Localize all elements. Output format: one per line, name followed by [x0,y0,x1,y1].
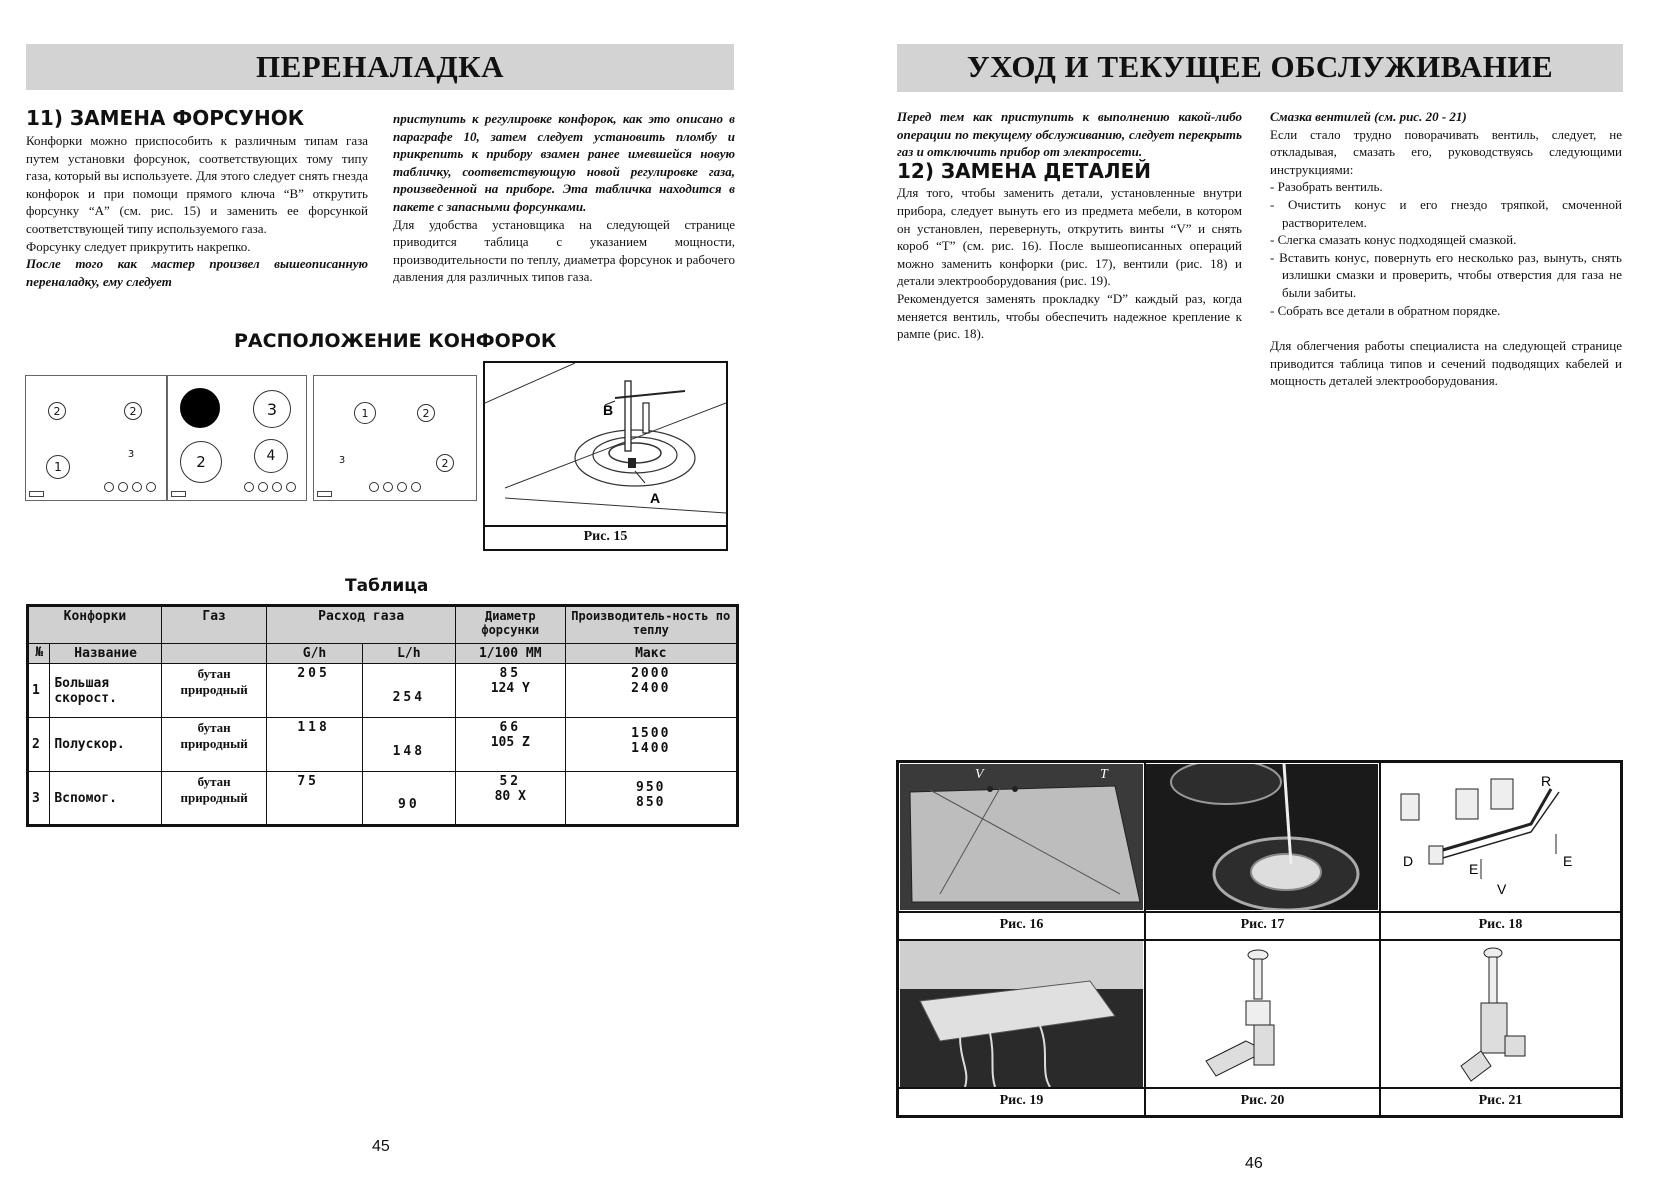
th-gas: Газ [161,606,266,644]
left-col2-italic: приступить к регулировке конфорок, как это описано в параграфе 10, затем следует установить пломбу и прикрепить к прибору взамен ранее имевшейся новую табличку, соответствующую новой регулировке газа, произведенной на приборе. Эта табличка находится в пакете с запасными форсунками. [393,111,735,214]
fig21-drawing [1381,941,1616,1087]
fig20-drawing [1146,941,1378,1087]
burner-3d: 2 [436,454,454,472]
right-para1: Для того, чтобы заменить детали, установленные внутри прибора, следует вынуть его из предмета мебели, в котором он установлен, перевернуть, открутить винты “V” и снять короб “T” (см. рис. 16). После вышеописанных операций можно заменить конфорки (рис. 17), вентили (рис. 18) и детали электрооборудования (рис. 19). [897,185,1242,289]
row1-gas2: природный [180,682,248,697]
th-max: Макс [565,644,737,664]
injector-table [26,604,739,827]
fig19-photo [900,941,1143,1087]
row1-p1: 2000 [631,666,671,681]
knob-row-2 [244,482,296,492]
indicator-3 [317,491,332,497]
row2-gas1: бутан [197,720,231,735]
right-banner: УХОД И ТЕКУЩЕЕ ОБСЛУЖИВАНИЕ [897,44,1623,92]
lube-step-3: - Слегка смазать конус подходящей смазкой. [1270,231,1622,249]
left-col1-para2: Форсунку следует прикрутить накрепко. [26,238,251,254]
row2-no: 2 [28,718,50,772]
table-row [28,718,738,772]
th-diameter: Диаметр форсунки [456,606,566,644]
lube-step-1: - Разобрать вентиль. [1270,178,1622,196]
th-gh: G/h [267,644,362,664]
fig16-label-v: V [975,767,984,782]
fig18-label-r: R [1541,773,1552,789]
figure-15 [483,361,728,551]
burner-2d: 4 [254,439,288,473]
burner-3a: 1 [354,402,376,424]
fig18-label-e2: E [1563,853,1573,869]
row2-lh: 148 [362,718,455,772]
th-performance: Производитель-ность по теплу [565,606,737,644]
lube-step-5: - Собрать все детали в обратном порядке. [1270,302,1622,320]
right-col2 [1270,108,1622,390]
row1-d2: 124 Y [490,681,530,696]
fig21-caption: Рис. 21 [1478,1093,1523,1108]
row2-d1: 66 [499,720,522,735]
row1-name: Большая скорост. [50,664,162,718]
fig15-caption: Рис. 15 [583,529,628,544]
left-col2 [393,110,735,286]
left-col2-para: Для удобства установщика на следующей странице приводится таблица с указанием мощности, производительности по теплу, диаметра форсунок и рабочего давления для различных типов газа. [393,216,735,285]
hob-layout-2 [167,375,307,501]
fig18-caption: Рис. 18 [1478,917,1523,932]
lube-step-4: - Вставить конус, повернуть его несколько раз, вынуть, снять излишки смазки и проверить, чтобы отверстия для газа не были забиты. [1270,249,1622,302]
right-col1 [897,108,1242,343]
right-page-number: 46 [1245,1155,1263,1172]
row1-gas1: бутан [197,666,231,681]
knob-row-3 [369,482,421,492]
indicator-2 [171,491,186,497]
row3-p2: 850 [636,795,666,810]
th-burners: Конфорки [28,606,162,644]
burner-1c: 1 [46,455,70,479]
th-mm: 1/100 ММ [456,644,566,664]
fig15-label-b: B [603,402,614,418]
row2-p2: 1400 [631,741,671,756]
burner-3c: 3 [336,454,348,466]
fig18-label-d: D [1403,853,1414,869]
th-gas-empty [161,644,266,664]
row1-no: 1 [28,664,50,718]
burner-2a [180,388,220,428]
fig17-photo [1146,764,1378,910]
fig19-caption: Рис. 19 [999,1093,1044,1108]
burner-layout-heading: РАСПОЛОЖЕНИЕ КОНФОРОК [234,330,557,352]
row2-p1: 1500 [631,726,671,741]
right-para2: Рекомендуется заменять прокладку “D” каждый раз, когда меняется вентиль, чтобы обеспечить надежное крепление к рампе (рис. 18). [897,290,1242,342]
burner-1d: 3 [125,448,137,460]
figure-grid [896,760,1623,1118]
fig18-label-v: V [1497,881,1507,897]
burner-2c: 2 [180,441,222,483]
table-title: Таблица [345,576,429,596]
left-section-title: 11) ЗАМЕНА ФОРСУНОК [26,106,305,130]
row3-gh: 75 [267,772,362,826]
fig18-label-e1: E [1469,861,1479,877]
row1-p2: 2400 [631,681,671,696]
burner-1b: 2 [124,402,142,420]
th-no: № [28,644,50,664]
row2-gh: 118 [267,718,362,772]
row2-name: Полускор. [50,718,162,772]
row3-lh: 90 [362,772,455,826]
row3-gas2: природный [180,790,248,805]
row3-no: 3 [28,772,50,826]
lube-intro: Если стало трудно поворачивать вентиль, следует, не откладывая, смазать его, руководствуясь следующими инструкциями: [1270,126,1622,177]
row1-d1: 85 [499,666,522,681]
right-section-title: 12) ЗАМЕНА ДЕТАЛЕЙ [897,158,1151,183]
table-row [28,772,738,826]
left-col1 [26,132,368,290]
right-warning: Перед тем как приступить к выполнению какой-либо операции по текущему обслуживанию, следует перекрыть газ и отключить прибор от электросети. [897,109,1242,160]
row3-name: Вспомог. [50,772,162,826]
burner-3b: 2 [417,404,435,422]
hob-layout-1 [25,375,167,501]
th-flow: Расход газа [267,606,456,644]
row3-d1: 52 [499,774,522,789]
injector-wrench-illustration [485,363,726,525]
burner-2b: 3 [253,390,291,428]
lube-step-2: - Очистить конус и его гнездо тряпкой, смоченной растворителем. [1270,196,1622,231]
hob-layout-3 [313,375,477,501]
lube-title: Смазка вентилей (см. рис. 20 - 21) [1270,109,1467,124]
row3-gas1: бутан [197,774,231,789]
burner-1a: 2 [48,402,66,420]
fig15-label-a: A [650,490,661,506]
lube-steps [1270,178,1622,319]
left-page-number: 45 [372,1138,390,1155]
row2-d2: 105 Z [490,735,530,750]
indicator-1 [29,491,44,497]
left-banner: ПЕРЕНАЛАДКА [26,44,734,90]
th-lh: L/h [362,644,455,664]
lube-note: Для облегчения работы специалиста на следующей странице приводится таблица типов и сечений подводящих кабелей и мощность деталей электрооборудования. [1270,338,1622,389]
fig20-caption: Рис. 20 [1240,1093,1285,1108]
row1-lh: 254 [362,664,455,718]
fig18-drawing [1381,764,1616,910]
row1-gh: 205 [267,664,362,718]
left-col1-italic: После того как мастер произвел вышеописанную переналадку, ему следует [26,256,368,289]
fig16-caption: Рис. 16 [999,917,1044,932]
fig17-caption: Рис. 17 [1240,917,1285,932]
th-name: Название [50,644,162,664]
left-col1-para1: Конфорки можно приспособить к различным типам газа путем установки форсунок, соответствующих тому типу газа, который вы используете. Для этого следует снять гнезда конфорок и при помощи прямого ключа “B” открутить форсунку “A” (см. рис. 15) и заменить ее форсункой соответствующей типу используемого газа. [26,133,368,236]
knob-row-1 [104,482,156,492]
row2-gas2: природный [180,736,248,751]
fig16-photo [900,764,1143,910]
table-row [28,664,738,718]
fig16-label-t: T [1100,767,1108,782]
row3-d2: 80 X [494,789,526,804]
row3-p1: 950 [636,780,666,795]
